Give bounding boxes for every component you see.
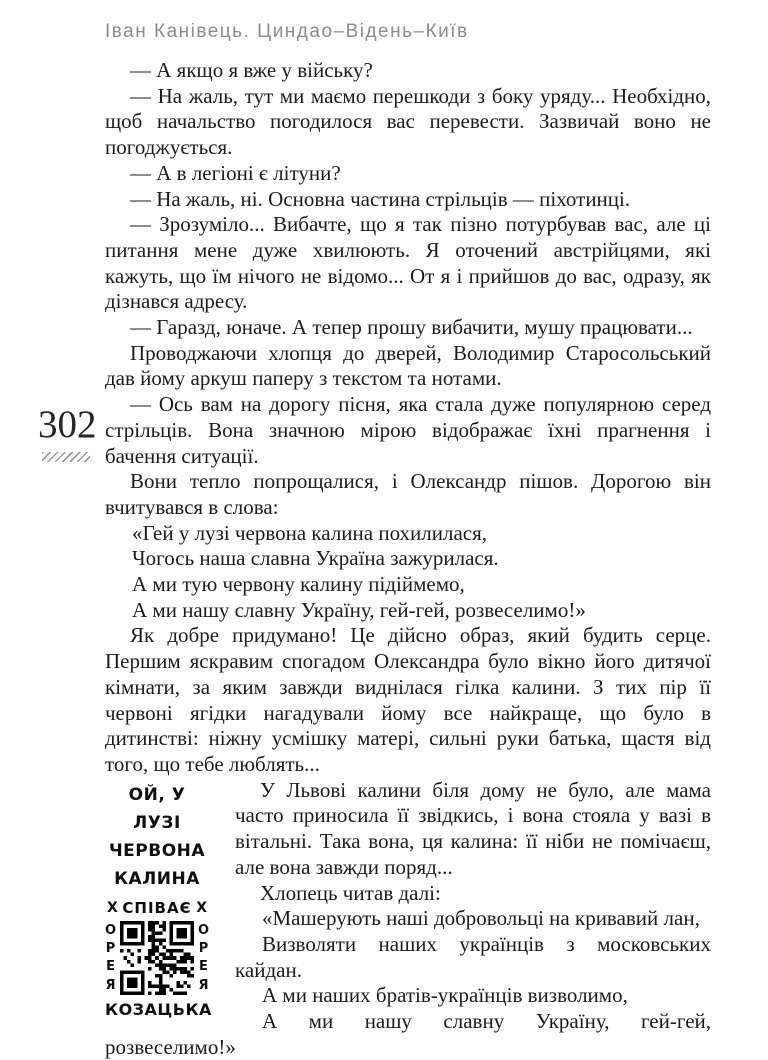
choir-letter: Я: [198, 977, 209, 993]
verse-line: А ми нашу славну Україну, гей-гей, розвеселимо!»: [105, 1009, 711, 1059]
choir-letter: О: [197, 922, 209, 938]
choir-letter: Х: [107, 900, 118, 917]
choir-name: КОЗАЦЬКА: [105, 999, 212, 1019]
sings-label: СПІВАЄ: [122, 898, 192, 917]
song-title-line: КАЛИНА: [114, 868, 200, 889]
song-verse: [105, 521, 711, 624]
song-title: [105, 781, 209, 893]
page-number-decoration: [42, 452, 90, 462]
page-number: 302: [38, 403, 97, 446]
verse-line: Чогось наша славна Україна зажурилася.: [132, 546, 499, 571]
qr-code: [120, 921, 194, 995]
verse-line: А ми наших братів-українців визволимо,: [262, 983, 628, 1008]
paragraph: Вони тепло попрощалися, і Олександр пішов. Дорогою він вчитувався в слова:: [105, 469, 711, 519]
paragraph: — Зрозуміло... Вибачте, що я так пізно потурбував вас, але ці питання мене дуже хвилюють. Я оточений австрійцями, які кажуть, що їм нічого не відомо... От я і прийшов до вас, одразу, як дізнався адресу.: [105, 212, 711, 314]
verse-line: А ми тую червону калину підіймемо,: [132, 572, 465, 597]
paragraph: Як добре придумано! Це дійсно образ, який будить серце. Першим яскравим спогадом Олександра було вікно його дитячої кімнати, за яким завжди виднілася гілка калини. З тих пір її червоні ягідки нагадували йому все найкраще, що було в дитинстві: ніжну усмішку матері, сильні руки батька, щастя від того, що тебе люблять...: [105, 623, 711, 776]
paragraph: — А якщо я вже у війську?: [130, 58, 373, 82]
choir-letter: О: [105, 922, 117, 938]
qr-row: [105, 921, 209, 995]
choir-vertical-letters: [198, 921, 209, 995]
paragraph: — Ось вам на дорогу пісня, яка стала дуже популярною серед стрільців. Вона значною мірою відображає їхні прагнення і бачення ситуації.: [105, 392, 711, 468]
paragraph: — Гаразд, юначе. А тепер прошу вибачити, мушу працювати...: [130, 315, 693, 340]
choir-letter: Х: [196, 900, 207, 917]
choir-letter: Р: [105, 941, 116, 957]
verse-line: А ми нашу славну Україну, гей-гей, розвеселимо!»: [132, 597, 586, 622]
verse-line: «Машерують наші добровольці на кривавий лан,: [262, 906, 700, 931]
song-title-line: ОЙ, У ЛУЗІ: [128, 784, 186, 833]
song-title-line: ЧЕРВОНА: [108, 840, 206, 861]
choir-vertical-letters: [105, 921, 116, 995]
paragraph: Хлопець читав далі:: [260, 880, 441, 905]
verse-line: «Гей у лузі червона калина похилилася,: [132, 520, 488, 545]
song-qr-block: [105, 781, 212, 1019]
paragraph: Проводжаючи хлопця до дверей, Володимир Старосольський дав йому аркуш паперу з текстом та нотами.: [105, 340, 711, 391]
running-header: Іван Канівець. Циндао–Відень–Київ: [105, 21, 469, 42]
paragraph: — А в легіоні є літуни?: [130, 160, 341, 185]
main-text: [105, 58, 711, 1060]
paragraph: У Львові калини біля дому не було, але мама часто приносила її звідкись, і вона стояла у вазі в вітальні. Така вона, ця калина: її ніби не помічаєш, але вона завжди поряд...: [235, 777, 711, 879]
choir-letter: Я: [105, 977, 116, 993]
choir-letter: Е: [199, 959, 208, 975]
choir-letter: Р: [198, 941, 209, 957]
paragraph: — На жаль, тут ми маємо перешкоди з боку уряду... Необхідно, щоб начальство погодилося вас перевести. Зазвичай воно не погоджується.: [105, 83, 711, 160]
sings-row: [107, 898, 207, 917]
choir-letter: Е: [106, 959, 115, 975]
verse-line: Визволяти наших українців з московських кайдан.: [235, 931, 711, 982]
paragraph: — На жаль, ні. Основна частина стрільців — піхотинці.: [130, 186, 631, 211]
